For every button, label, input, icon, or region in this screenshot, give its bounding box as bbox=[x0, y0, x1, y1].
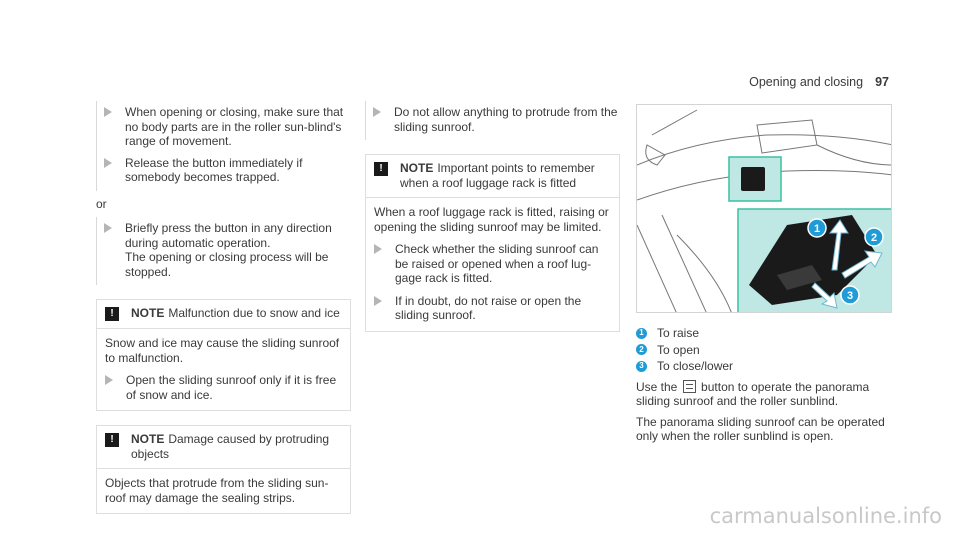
bullet-triangle-icon bbox=[104, 158, 112, 168]
page-number: 97 bbox=[875, 75, 889, 89]
note-label: NOTE bbox=[400, 161, 434, 175]
note-header bbox=[366, 155, 619, 198]
warning-icon: ! bbox=[105, 307, 119, 321]
pillar-line bbox=[637, 225, 677, 313]
note-box-luggage-rack bbox=[365, 154, 620, 332]
handle-outline bbox=[646, 145, 665, 165]
illustration-svg bbox=[637, 105, 892, 313]
note-header bbox=[97, 300, 350, 329]
note-body bbox=[97, 329, 350, 410]
legend-item: 2 To open bbox=[636, 343, 892, 358]
note-heading: Malfunction due to snow and ice bbox=[168, 306, 340, 320]
note-label: NOTE bbox=[131, 306, 165, 320]
note-box-protruding-objects bbox=[96, 425, 351, 514]
note-header bbox=[97, 426, 350, 469]
number-badge: 3 bbox=[636, 361, 647, 372]
callout-1-label: 1 bbox=[813, 223, 821, 235]
page-header bbox=[749, 75, 889, 89]
sunblind-button-icon bbox=[683, 380, 696, 393]
paragraph-operate: Use the button to operate the panorama sliding sunroof and the roller sunblind. bbox=[636, 379, 870, 408]
bullet-list-bottom bbox=[96, 217, 351, 285]
bullet-list-top bbox=[96, 101, 351, 191]
callout-3-label: 3 bbox=[846, 290, 854, 302]
illustration-legend bbox=[636, 326, 892, 374]
note-label: NOTE bbox=[131, 432, 165, 446]
sunvisor-line bbox=[677, 235, 732, 313]
switch-small bbox=[741, 167, 765, 191]
note-text: Objects that protrude from the sliding sun-roof may damage the sealing strips. bbox=[105, 476, 329, 505]
list-item: Briefly press the button in any direction during automatic operation. The opening or closing process will be stopped. bbox=[97, 221, 351, 279]
number-badge: 2 bbox=[636, 344, 647, 355]
note-text: When a roof luggage rack is fitted, raising or opening the sliding sunroof may be limited. bbox=[374, 205, 609, 234]
note-box-snow-ice bbox=[96, 299, 351, 411]
bullet-triangle-icon bbox=[104, 107, 112, 117]
bullet-list-top bbox=[365, 101, 620, 140]
list-item: Open the sliding sunroof only if it is free of snow and ice. bbox=[105, 373, 342, 402]
section-title: Opening and closing bbox=[749, 75, 864, 89]
or-text: or bbox=[96, 196, 107, 211]
note-heading: Important points to remember when a roof luggage rack is fitted bbox=[400, 161, 595, 190]
list-item: Do not allow anything to protrude from the sliding sunroof. bbox=[366, 105, 620, 134]
note-body bbox=[366, 198, 619, 331]
pillar-line bbox=[662, 215, 707, 313]
column-2 bbox=[365, 101, 620, 332]
warning-icon: ! bbox=[105, 433, 119, 447]
trim-line bbox=[817, 145, 892, 165]
switch-housing-line bbox=[757, 120, 817, 153]
warning-icon: ! bbox=[374, 162, 388, 176]
note-text: Snow and ice may cause the sliding sunroof to malfunction. bbox=[105, 336, 340, 365]
column-3 bbox=[636, 104, 892, 444]
list-item: Release the button immediately if somebody becomes trapped. bbox=[97, 156, 351, 185]
sunroof-switch-illustration bbox=[636, 104, 892, 313]
bullet-triangle-icon bbox=[373, 107, 381, 117]
bullet-triangle-icon bbox=[374, 296, 382, 306]
column-1 bbox=[96, 101, 351, 514]
list-item: When opening or closing, make sure that no body parts are in the roller sun-blind's range of movement. bbox=[97, 105, 351, 149]
bullet-triangle-icon bbox=[104, 223, 112, 233]
note-heading: Damage caused by protruding objects bbox=[131, 432, 330, 461]
bullet-triangle-icon bbox=[105, 375, 113, 385]
paragraph-condition: The panorama sliding sunroof can be operated only when the roller sunblind is open. bbox=[636, 414, 885, 443]
number-badge: 1 bbox=[636, 328, 647, 339]
callout-2-label: 2 bbox=[870, 232, 878, 244]
bullet-triangle-icon bbox=[374, 244, 382, 254]
legend-item: 3 To close/lower bbox=[636, 359, 892, 374]
note-body bbox=[97, 469, 350, 513]
trim-line bbox=[652, 110, 697, 135]
watermark: carmanualsonline.info bbox=[709, 504, 942, 528]
legend-item: 1 To raise bbox=[636, 326, 892, 341]
list-item: If in doubt, do not raise or open the sliding sunroof. bbox=[374, 294, 611, 323]
list-item: Check whether the sliding sunroof can be raised or opened when a roof lug-gage rack is fitted. bbox=[374, 242, 611, 286]
